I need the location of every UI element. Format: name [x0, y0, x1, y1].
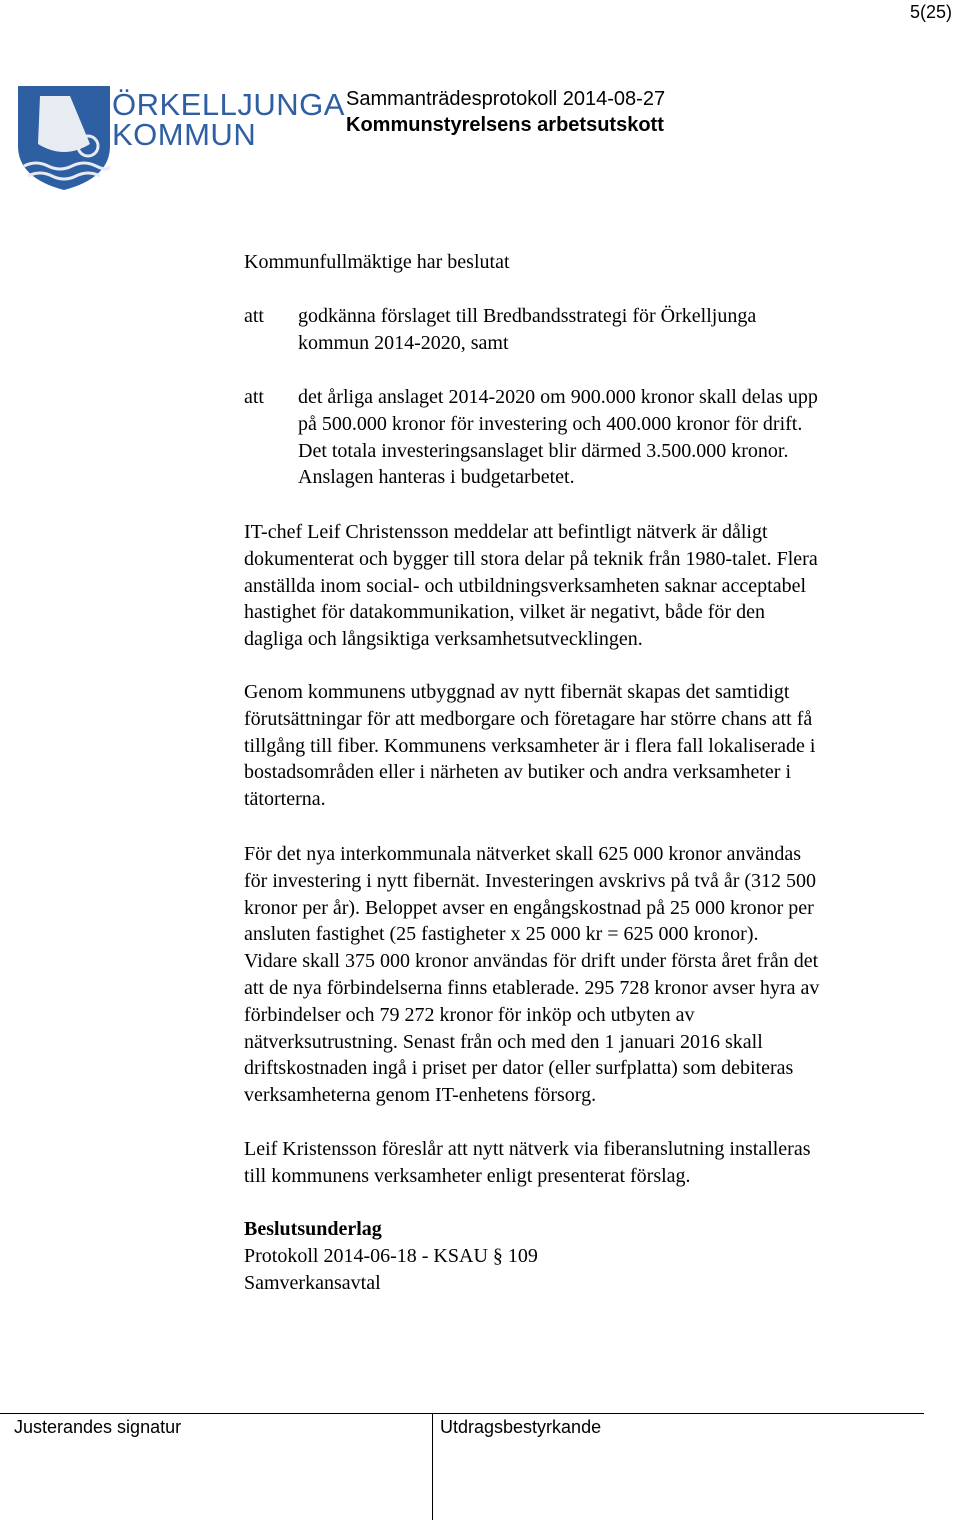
paragraph-line: tillgång till fiber. Kommunens verksamheter är i flera fall lokaliserade i: [244, 734, 816, 757]
org-name-line2: KOMMUN: [112, 117, 257, 152]
decision-basis-line: Protokoll 2014-06-18 - KSAU § 109: [244, 1244, 538, 1267]
paragraph-line: nätverksutrustning. Senast från och med den 1 januari 2016 skall: [244, 1030, 763, 1053]
paragraph-proposal: [244, 1136, 924, 1190]
decision-item-line: kommun 2014-2020, samt: [298, 331, 509, 354]
paragraph-line: verksamheterna genom IT-enhetens försorg.: [244, 1084, 597, 1107]
paragraph-line: till kommunens verksamheter enligt presenterat förslag.: [244, 1164, 691, 1187]
decision-item-line: det årliga anslaget 2014-2020 om 900.000 kronor skall delas upp: [298, 386, 818, 408]
paragraph-line: dagliga och långsiktiga verksamhetsutvecklingen.: [244, 628, 643, 651]
paragraph-line: driftskostnaden ingå i priset per dator (eller surfplatta) som debiteras: [244, 1057, 794, 1080]
decision-basis: [244, 1216, 924, 1296]
decision-basis-heading: Beslutsunderlag: [244, 1218, 382, 1240]
paragraph-line: bostadsområden eller i närheten av butiker och andra verksamheter i: [244, 761, 792, 784]
decision-item-line: på 500.000 kronor för investering och 400.000 kronor för drift.: [298, 412, 803, 435]
document-title: Sammanträdesprotokoll 2014-08-27: [346, 88, 666, 110]
org-name: [112, 87, 345, 152]
paragraph-budget: [244, 841, 924, 1109]
paragraph-line: kronor per år). Beloppet avser en engångskostnad på 25 000 kronor per: [244, 896, 814, 919]
org-name-line1: ÖRKELLJUNGA: [112, 87, 345, 122]
paragraph-line: anställda inom social- och utbildningsverksamheten saknar acceptabel: [244, 574, 807, 597]
page-number: 5(25): [909, 2, 952, 22]
paragraph-line: ansluten fastighet (25 fastigheter x 25 000 kr = 625 000 kronor).: [244, 923, 759, 946]
document-subtitle: Kommunstyrelsens arbetsutskott: [346, 114, 664, 136]
paragraph-line: IT-chef Leif Christensson meddelar att befintligt nätverk är dåligt: [244, 521, 768, 543]
paragraph-line: tätorterna.: [244, 788, 326, 811]
footer-column-divider: [432, 1413, 433, 1520]
paragraph-line: förutsättningar för att medborgare och företagare har större chans att få: [244, 707, 813, 730]
paragraph-it-chief: [244, 519, 924, 653]
decision-item-label: att: [244, 386, 264, 408]
decision-intro: Kommunfullmäktige har beslutat: [244, 251, 510, 273]
decision-item-label: att: [244, 305, 264, 327]
decision-item-text: [298, 303, 918, 357]
decision-item-line: Det totala investeringsanslaget blir därmed 3.500.000 kronor.: [298, 439, 789, 462]
paragraph-line: Vidare skall 375 000 kronor användas för drift under första året från det: [244, 950, 819, 973]
paragraph-line: hastighet för datakommunikation, vilket är negativt, både för den: [244, 601, 765, 624]
paragraph-line: dokumenterat och bygger till stora delar på teknik från 1980-talet. Flera: [244, 547, 818, 570]
decision-basis-line: Samverkansavtal: [244, 1271, 381, 1294]
certification-field-label: Utdragsbestyrkande: [440, 1417, 602, 1437]
decision-item-line: godkänna förslaget till Bredbandsstrategi för Örkelljunga: [298, 305, 757, 327]
decision-item-line: Anslagen hanteras i budgetarbetet.: [298, 466, 575, 489]
paragraph-line: förbindelser och 79 272 kronor för inköp och utbyten av: [244, 1003, 695, 1026]
footer-divider-line: [0, 1413, 924, 1414]
paragraph-line: För det nya interkommunala nätverket skall 625 000 kronor användas: [244, 843, 802, 865]
paragraph-line: att de nya förbindelserna finns etablerade. 295 728 kronor avser hyra av: [244, 976, 820, 999]
municipality-logo: [18, 86, 110, 190]
paragraph-line: Genom kommunens utbyggnad av nytt fibernät skapas det samtidigt: [244, 681, 790, 703]
paragraph-line: för investering i nytt fibernät. Investeringen avskrivs på två år (312 500: [244, 869, 817, 892]
paragraph-fiber: [244, 679, 924, 813]
document-header: [346, 86, 665, 138]
signature-field-label: Justerandes signatur: [14, 1417, 182, 1437]
decision-item-text: [298, 384, 918, 491]
paragraph-line: Leif Kristensson föreslår att nytt nätverk via fiberanslutning installeras: [244, 1138, 811, 1160]
